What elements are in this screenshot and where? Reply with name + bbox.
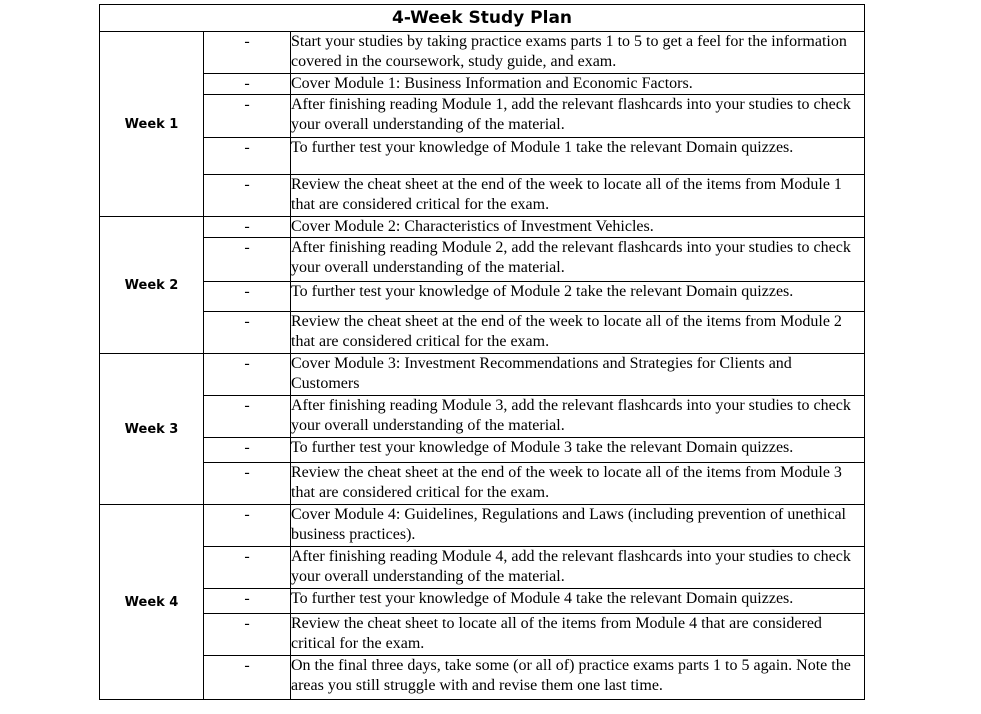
bullet-dash: - — [204, 354, 291, 396]
table-row — [100, 505, 865, 547]
task-item: Cover Module 3: Investment Recommendations and Strategies for Clients and Customers — [291, 354, 865, 396]
table-row — [100, 282, 865, 312]
task-item: To further test your knowledge of Module 3 take the relevant Domain quizzes. — [291, 438, 865, 463]
week-label: Week 2 — [100, 217, 204, 354]
task-item: To further test your knowledge of Module 4 take the relevant Domain quizzes. — [291, 589, 865, 614]
task-item: On the final three days, take some (or all of) practice exams parts 1 to 5 again. Note the areas you still struggle with and revise them one last time. — [291, 656, 865, 700]
table-row — [100, 312, 865, 354]
bullet-dash: - — [204, 74, 291, 95]
table-row — [100, 589, 865, 614]
task-item: After finishing reading Module 3, add the relevant flashcards into your studies to check your overall understanding of the material. — [291, 396, 865, 438]
study-plan-body — [100, 32, 865, 700]
table-row — [100, 95, 865, 138]
task-item: Cover Module 1: Business Information and Economic Factors. — [291, 74, 865, 95]
week-label: Week 1 — [100, 32, 204, 217]
task-item: Cover Module 4: Guidelines, Regulations and Laws (including prevention of unethical business practices). — [291, 505, 865, 547]
study-plan-table — [99, 4, 865, 700]
table-row — [100, 438, 865, 463]
bullet-dash: - — [204, 138, 291, 175]
table-row — [100, 656, 865, 700]
bullet-dash: - — [204, 589, 291, 614]
table-row — [100, 547, 865, 589]
table-row — [100, 614, 865, 656]
task-item: Review the cheat sheet at the end of the week to locate all of the items from Module 1 that are considered critical for the exam. — [291, 175, 865, 217]
bullet-dash: - — [204, 312, 291, 354]
bullet-dash: - — [204, 438, 291, 463]
table-row — [100, 32, 865, 74]
week-label: Week 3 — [100, 354, 204, 505]
table-row — [100, 74, 865, 95]
table-row — [100, 138, 865, 175]
task-item: Start your studies by taking practice exams parts 1 to 5 to get a feel for the information covered in the coursework, study guide, and exam. — [291, 32, 865, 74]
bullet-dash: - — [204, 95, 291, 138]
task-item: Cover Module 2: Characteristics of Investment Vehicles. — [291, 217, 865, 238]
table-row — [100, 217, 865, 238]
bullet-dash: - — [204, 656, 291, 700]
bullet-dash: - — [204, 463, 291, 505]
bullet-dash: - — [204, 238, 291, 282]
task-item: Review the cheat sheet to locate all of the items from Module 4 that are considered critical for the exam. — [291, 614, 865, 656]
bullet-dash: - — [204, 282, 291, 312]
bullet-dash: - — [204, 547, 291, 589]
bullet-dash: - — [204, 396, 291, 438]
table-row — [100, 463, 865, 505]
bullet-dash: - — [204, 614, 291, 656]
task-item: After finishing reading Module 4, add the relevant flashcards into your studies to check your overall understanding of the material. — [291, 547, 865, 589]
task-item: Review the cheat sheet at the end of the week to locate all of the items from Module 2 that are considered critical for the exam. — [291, 312, 865, 354]
task-item: To further test your knowledge of Module 2 take the relevant Domain quizzes. — [291, 282, 865, 312]
bullet-dash: - — [204, 32, 291, 74]
table-title: 4-Week Study Plan — [100, 5, 865, 32]
bullet-dash: - — [204, 175, 291, 217]
table-row — [100, 175, 865, 217]
table-row — [100, 396, 865, 438]
week-label: Week 4 — [100, 505, 204, 700]
bullet-dash: - — [204, 217, 291, 238]
table-row — [100, 238, 865, 282]
bullet-dash: - — [204, 505, 291, 547]
table-row — [100, 354, 865, 396]
task-item: To further test your knowledge of Module 1 take the relevant Domain quizzes. — [291, 138, 865, 175]
task-item: After finishing reading Module 2, add the relevant flashcards into your studies to check your overall understanding of the material. — [291, 238, 865, 282]
task-item: Review the cheat sheet at the end of the week to locate all of the items from Module 3 that are considered critical for the exam. — [291, 463, 865, 505]
task-item: After finishing reading Module 1, add the relevant flashcards into your studies to check your overall understanding of the material. — [291, 95, 865, 138]
